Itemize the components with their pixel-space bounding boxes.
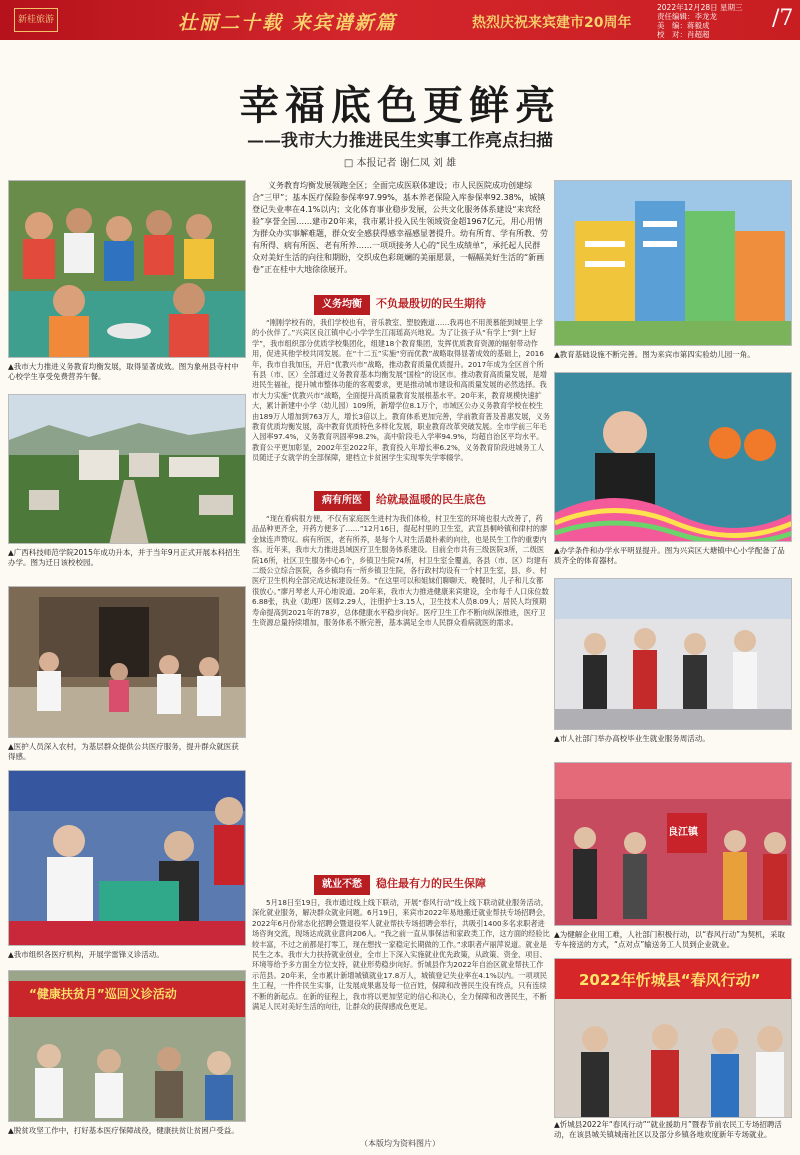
photo-banner-spring: 2022年忻城县“春风行动” xyxy=(579,971,761,989)
photo-spring-bus xyxy=(554,762,792,926)
photo-job-fair xyxy=(554,578,792,730)
newspaper-logo: 新桂旅游 xyxy=(14,8,58,32)
photo-sign-township: 良江镇 xyxy=(668,827,698,838)
photo-banner-health: “健康扶贫月”巡回义诊活动 xyxy=(29,987,177,1001)
editor-credit: 责任编辑：李龙龙 xyxy=(657,12,717,21)
article-byline: □ 本报记者 谢仁凤 刘 雄 xyxy=(343,158,457,169)
photo-village-medical xyxy=(8,586,246,738)
section-tail: 给就最温暖的民生底色 xyxy=(376,493,486,506)
page-number: /7 xyxy=(772,6,794,31)
page-meta xyxy=(657,3,743,39)
photo-spring-action xyxy=(554,958,792,1118)
photo-sports-equipment xyxy=(554,372,792,542)
caption-kindergarten: ▲教育基础设施不断完善。图为来宾市第四实验幼儿园一角。 xyxy=(554,350,755,359)
photo-health-poverty xyxy=(8,970,246,1122)
photo-free-clinic xyxy=(8,770,246,946)
section-tail: 不负最殷切的民生期待 xyxy=(376,297,486,310)
banner-slogan: 壮丽二十载 来宾谱新篇 xyxy=(178,12,397,34)
article-headline: 幸福底色更鲜亮 xyxy=(239,82,561,129)
section-tail: 稳住最有力的民生保障 xyxy=(376,877,486,890)
masthead-banner xyxy=(0,0,800,40)
article-intro: 义务教育均衡发展领跑全区；全面完成医联体建设；市人民医院成功创建综合“三甲”；基本医疗保险参保率97.99%，基本养老保险入库参保率92.38%，城镇登记失业率在4.1%以内；文化体育事业稳步发展，公共文化服务体系建设“来宾经验”享誉全国……建市20年来，我市累计投入民生领域资金超1967亿元，用心用情为群众办实事解难题，群众安全感获得感幸福感显著提升。幼有所育、学有所教、劳有所得、病有所医、老有所养……一项项接务人心的“民生成绩单”，承托起人民群众对美好生活的向往和期盼，交织成色彩斑斓的美丽愿景，一幅幅美好生活的“新画卷”正在桂中大地徐徐展开。 xyxy=(252,181,548,274)
section-heading-health xyxy=(300,488,500,510)
caption-job-fair: ▲市人社部门举办高校毕业生就业服务周活动。 xyxy=(554,734,710,743)
caption-sports-equipment: ▲办学条件和办学水平明显提升。图为兴宾区大塘镇中心小学配备了品质齐全的体育器材。 xyxy=(554,546,785,565)
section-flag: 病有所医 xyxy=(314,491,370,511)
photo-kindergarten xyxy=(554,180,792,346)
article-body-education: “刚刚学校有的，我们学校也有，音乐教室、塑胶跑道……我再也不用羡慕能到城里上学的小伙伴了。”兴宾区良江镇中心小学学生江雨瑶高兴地说。为了让孩子从“有学上”到“上好学”，我市组织部分优质学校集团化，组建18个教育集团，发挥优质教育资源的辐射带动作用，促进其他学校共同发展。在“十二五”实施“穷而优教”战略取得显著成效的基础上，2016年，我市自我加压，开启“优教兴市”战略，推动教育质量优质提升。2017年成为全区首个所有县（市、区）全部通过义务教育基本均衡发展“国检”的设区市。推动教育高质量发展，是增进民生福祉，提升城市整体功能的客观要求，更是推动城市建设和高质量发展的必然选择。我市大力实施“优教兴市”战略，全面提升高质量教育发展根基水平。20年来，教育规模快速扩大，累计新建中小学（幼儿园）109所，新增学位8.1万个，市域区公办义务教育学校在校生由189万人增加到763万人，增长3倍以上。教育体系更加完善，学前教育普及普惠发展，义务教育优质均衡发展，高中教育优质特色多样化发展，职业教育改革突破发展。全市学前三年毛入园率97.4%，义务教育巩固率98.2%，高中阶段毛入学率94.9%，均超自治区平均水平。教育公平更加彰显，2002年至2022年，教育投入年增长率6.2%，义务教育阶段进城务工人员随迁子女就学的全部保障，建档立卡贫困学生实现零失学零辍学。 xyxy=(252,318,550,463)
caption-village-medical: ▲医护人员深入农村，为基层群众提供公共医疗服务，提升群众就医获得感。 xyxy=(8,742,239,761)
caption-spring-action: ▲忻城县2022年“春风行动”“就业援助月”暨春节前农民工专场招聘活动，在该县城关镇城南社区以及部分乡镇各地欢度新年专场就业。 xyxy=(554,1120,782,1139)
issue-date: 2022年12月28日 星期三 xyxy=(657,3,743,12)
article-body-employment: 5月18日至19日，我市通过线上线下联动，开展“春风行动”线上线下联动就业服务活动，深化就业服务，解决群众就业问题。6月19日，来宾市2022年易地搬迁就业帮扶专场招聘会，2022年6月份常态化招聘会暨退役军人就业帮扶专场招聘会举行，共吸引1400多名求职者进场咨询交流，现场达成就业意向206人。“我之前一直从事保洁和家政类工作，这方面的经验比较丰富，不过之前都是打零工，现在想找一家稳定长期做的工作。”求职者卢丽萍说道。就业是民生之本。我市大力扶持就业创业，全市上下深入实施就业优先政策，从政策、资金、项目、环境等给予多方面全方位支持，就业形势稳步向好。忻城县作为2022年自治区就业帮扶工作示范县。20年来，全市累计新增城镇就业17.8万人，城镇登记失业率在4.1%以内。一项项民生工程，一件件民生实事，让发展成果惠及每一位百姓，保障和改善民生没有终点，只有连续不断的新起点。在新的征程上，我市将以更加坚定的信心和决心，全力保障和改善民生，不断满足人民对美好生活的向往，让群众的获得感成色更足。 xyxy=(252,898,550,1012)
section-flag: 义务均衡 xyxy=(314,295,370,315)
page-footer-note: （本版均为资料图片） xyxy=(360,1139,440,1148)
photo-students-lunch xyxy=(8,180,246,358)
section-flag: 就业不愁 xyxy=(314,875,370,895)
proof-credit: 校 对：肖超超 xyxy=(657,30,710,39)
caption-free-clinic: ▲我市组织各医疗机构，开展学雷锋义诊活动。 xyxy=(8,950,164,959)
section-heading-employment xyxy=(300,872,500,894)
article-body-health: “现在看病很方便，不仅有家庭医生进村为我们体检，村卫生室的环境也很大改善了，药品品种更齐全，开药方便多了……”12月16日，提起村里的卫生室，武宣县桐岭镇和律村的廖金妹连声赞叹。病有所医，老有所养，是每个人对生活最朴素的向往，也是民生工作的重要内容。近年来，我市大力推进县域医疗卫生服务体系建设。目前全市共有三级医院3所，二级医院16所，社区卫生服务中心6个，乡镇卫生院74所，村卫生室全覆盖，各县（市、区）均建有二级公立综合医院，各乡镇均有一所乡镇卫生院，各行政村均设有一个村卫生室，县、乡、村医疗卫生机构全部完成达标建设任务。“在这里可以和姐妹们聊聊天、晚餐时，儿子和儿女都很放心。”廖月琴老人开心地说道。20年来，我市大力推进健康来宾建设，全市每千人口床位数6.88张，执业（助理）医师2.29人，注册护士3.15人，卫生技术人员8.09人；居民人均预期寿命提高到2021年的78岁，总体健康水平稳步向好。医疗卫生工作不断向纵深推进，医疗卫生资源总量持续增加，服务体系不断完善，基本满足全市人民群众看病就医的需求。 xyxy=(252,514,549,628)
caption-spring-bus: ▲为健解企业用工难，人社部门积极行动，以“春风行动”为契机，采取专车接送的方式，“点对点”输送务工人员到企业就业。 xyxy=(554,930,786,949)
caption-health-poverty: ▲脱贫攻坚工作中，打好基本医疗保障战役，健康扶贫让贫困户受益。 xyxy=(8,1126,239,1135)
section-heading-education xyxy=(300,292,500,314)
article-subtitle: ——我市大力推进民生实事工作亮点扫描 xyxy=(247,131,553,151)
designer-credit: 美 编：蒋毅成 xyxy=(657,21,710,30)
banner-slogan-anniversary: 热烈庆祝来宾建市20周年 xyxy=(472,15,632,31)
caption-students-lunch: ▲我市大力推进义务教育均衡发展，取得显著成效。图为象州县寺村中心校学生享受免费营养午餐。 xyxy=(8,362,239,381)
caption-college-campus: ▲广西科技师范学院2015年成功升本，并于当年9月正式开展本科招生办学。图为迁日该校校园。 xyxy=(8,548,241,567)
photo-college-campus xyxy=(8,394,246,544)
